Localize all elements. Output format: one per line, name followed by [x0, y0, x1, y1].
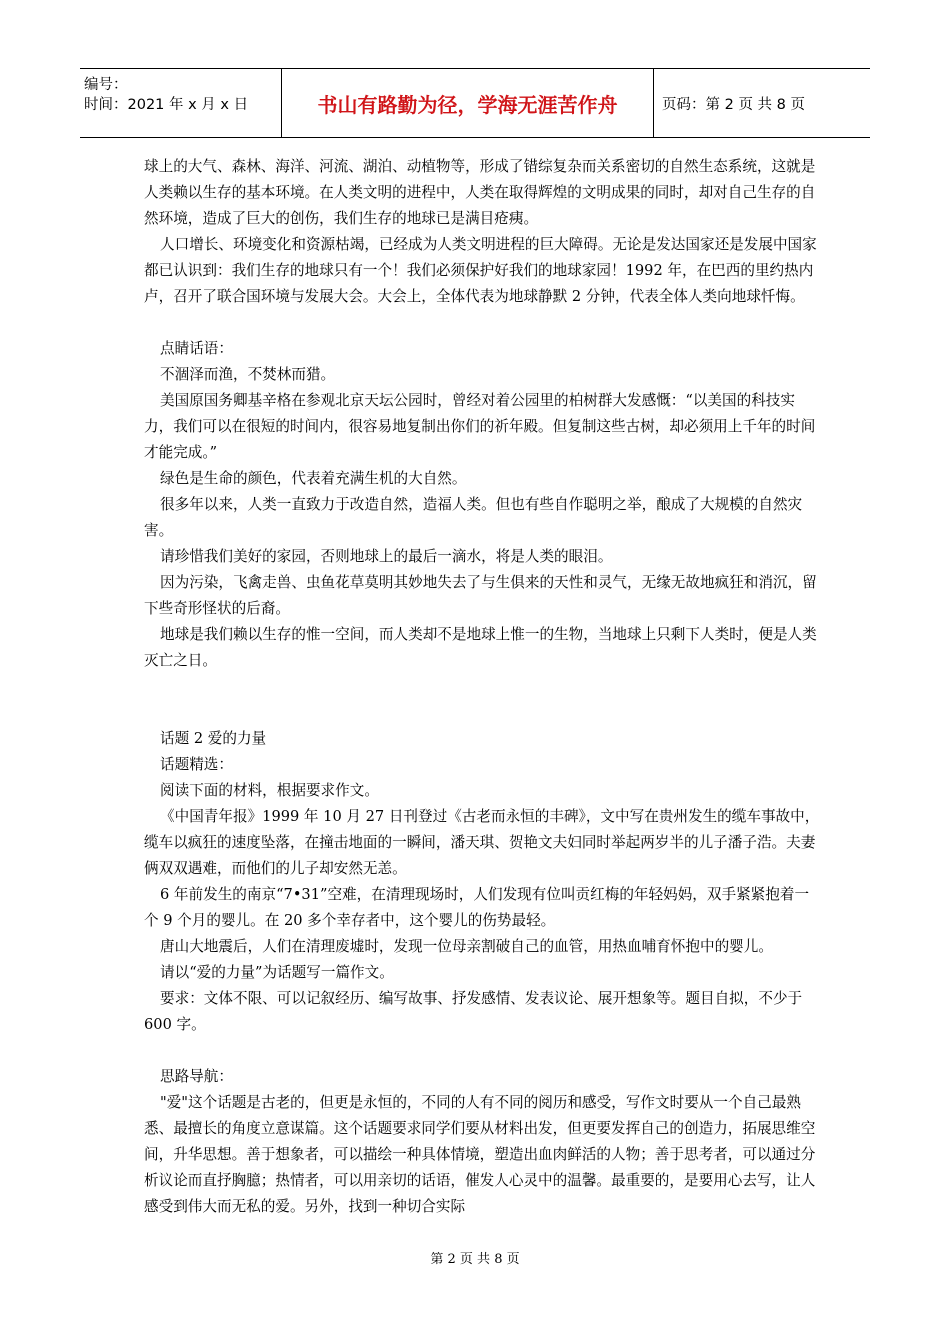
paragraph: 绿色是生命的颜色，代表着充满生机的大自然。 — [160, 470, 467, 487]
paragraph: 唐山大地震后，人们在清理废墟时，发现一位母亲割破自己的血管，用热血哺育怀抱中的婴儿。 — [160, 938, 773, 955]
paragraph: 阅读下面的材料，根据要求作文。 — [160, 782, 379, 799]
section-heading: 思路导航： — [160, 1068, 233, 1085]
paragraph: 《中国青年报》1999 年 10 月 27 日刊登过《古老而永恒的丰碑》，文中写在贵州发生的缆车事故中，缆车以疯狂的速度坠落，在撞击地面的一瞬间，潘天琪、贺艳文夫妇同时举起两岁半的儿子潘子浩。夫妻俩双双遇难，而他们的儿子却安然无恙。 — [144, 808, 820, 877]
paragraph: "爱"这个话题是古老的，但更是永恒的，不同的人有不同的阅历和感受，写作文时要从一个自己最熟悉、最擅长的角度立意谋篇。这个话题要求同学们要从材料出发，但更要发挥自己的创造力，拓展思维空间，升华思想。善于想象者，可以描绘一种具体情境，塑造出血肉鲜活的人物；善于思考者，可以通过分析议论而直抒胸臆；热情者，可以用亲切的话语，催发人心灵中的温馨。最重要的，是要用心去写，让人感受到伟大而无私的爱。另外，找到一种切合实际 — [144, 1094, 816, 1215]
paragraph: 人口增长、环境变化和资源枯竭，已经成为人类文明进程的巨大障碍。无论是发达国家还是发展中国家都已认识到：我们生存的地球只有一个！我们必须保护好我们的地球家园！1992 年，在巴西的里约热内卢，召开了联合国环境与发展大会。大会上，全体代表为地球静默 2 分钟，代表全体人类向地球忏悔。 — [144, 236, 817, 305]
paragraph: 因为污染，飞禽走兽、虫鱼花草莫明其妙地失去了与生俱来的天性和灵气，无缘无故地疯狂和消沉，留下些奇形怪状的后裔。 — [144, 574, 817, 617]
page-header — [80, 68, 870, 138]
header-meta — [80, 69, 282, 137]
paragraph: 很多年以来，人类一直致力于改造自然，造福人类。但也有些自作聪明之举，酿成了大规模的自然灾害。 — [144, 496, 803, 539]
code-label: 编号： — [84, 77, 128, 93]
paragraph: 6 年前发生的南京“7•31”空难，在清理现场时，人们发现有位叫贡红梅的年轻妈妈，双手紧紧抱着一个 9 个月的婴儿。在 20 多个幸存者中，这个婴儿的伤势最轻。 — [144, 886, 810, 929]
header-motto: 书山有路勤为径，学海无涯苦作舟 — [282, 69, 654, 137]
paragraph: 请珍惜我们美好的家园，否则地球上的最后一滴水，将是人类的眼泪。 — [160, 548, 613, 565]
section-heading: 点睛话语： — [160, 340, 233, 357]
paragraph: 美国原国务卿基辛格在参观北京天坛公园时，曾经对着公园里的柏树群大发感慨：“以美国的科技实力，我们可以在很短的时间内，很容易地复制出你们的祈年殿。但复制这些古树，却必须用上千年的时间才能完成。” — [144, 392, 816, 461]
time-label: 时间：2021 年 x 月 x 日 — [84, 97, 249, 113]
header-page-info: 页码：第 2 页 共 8 页 — [662, 96, 805, 113]
paragraph: 不涸泽而渔，不焚林而猎。 — [160, 366, 336, 383]
paragraph: 要求：文体不限、可以记叙经历、编写故事、抒发感情、发表议论、展开想象等。题目自拟，不少于 600 字。 — [144, 990, 803, 1033]
paragraph: 请以“爱的力量”为话题写一篇作文。 — [160, 964, 394, 981]
document-body — [144, 154, 820, 1220]
paragraph: 地球是我们赖以生存的惟一空间，而人类却不是地球上惟一的生物，当地球上只剩下人类时，便是人类灭亡之日。 — [144, 626, 817, 669]
section-heading: 话题精选： — [160, 756, 233, 773]
page-footer: 第 2 页 共 8 页 — [430, 1252, 520, 1267]
topic-title: 话题 2 爱的力量 — [160, 730, 267, 747]
paragraph: 球上的大气、森林、海洋、河流、湖泊、动植物等，形成了错综复杂而关系密切的自然生态系统，这就是人类赖以生存的基本环境。在人类文明的进程中，人类在取得辉煌的文明成果的同时，却对自己生存的自然环境，造成了巨大的创伤，我们生存的地球已是满目疮痍。 — [144, 158, 816, 227]
